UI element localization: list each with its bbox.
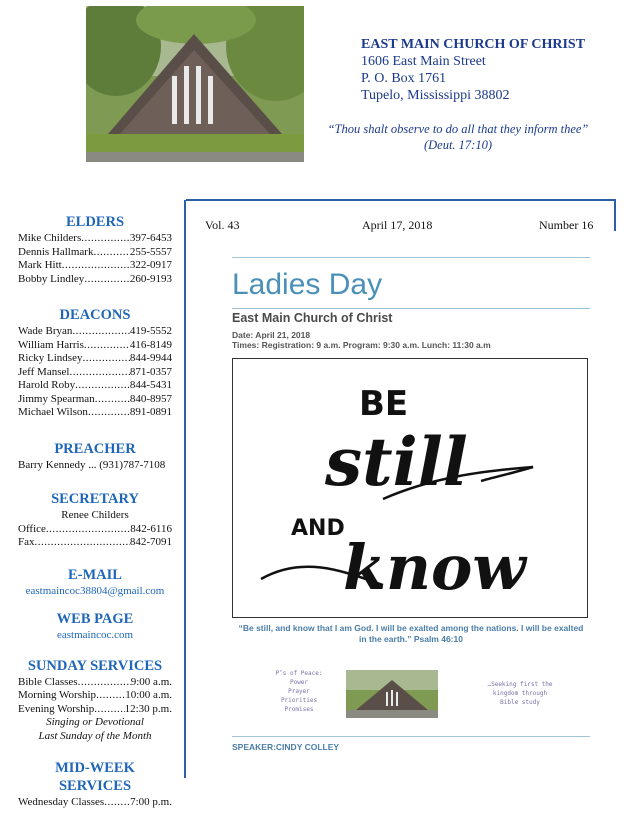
po-box: P. O. Box 1761 xyxy=(361,71,447,86)
deacon-name: William Harris xyxy=(18,338,84,351)
email-title: E-MAIL xyxy=(68,566,122,583)
webpage-link[interactable]: eastmaincoc.com xyxy=(56,629,134,641)
deacon-row xyxy=(18,339,172,353)
midweek-row xyxy=(18,796,172,810)
secretary-name: Renee Childers xyxy=(61,509,129,521)
elder-row xyxy=(18,232,172,246)
seek-line: kingdom through xyxy=(492,690,548,697)
fax-row xyxy=(18,536,172,550)
deacon-phone: 840-8957 xyxy=(129,392,172,405)
flyer-times: Times: Registration: 9 a.m. Program: 9:30 a.m. Lunch: 11:30 a.m xyxy=(232,340,491,350)
deacon-row xyxy=(18,325,172,339)
deacon-phone: 416-8149 xyxy=(129,338,172,351)
elders-title: ELDERS xyxy=(65,214,125,230)
elder-name: Dennis Hallmark xyxy=(18,245,94,258)
service-name: Morning Worship xyxy=(18,689,97,701)
office-row xyxy=(18,523,172,537)
sunday-services-title: SUNDAY SERVICES xyxy=(27,657,163,674)
church-address-block xyxy=(361,36,621,104)
elder-phone: 260-9193 xyxy=(129,272,172,285)
art-word-know: know xyxy=(343,531,526,604)
ps-line: Prayer xyxy=(288,688,310,695)
deacon-row xyxy=(18,393,172,407)
city-state-zip: Tupelo, Mississippi 38802 xyxy=(361,88,510,103)
service-name: Bible Classes xyxy=(18,675,78,688)
verse-line: “Be still, and know that I am God. I will be exalted among the nations. I will be exalted xyxy=(238,623,584,633)
flyer-church: East Main Church of Christ xyxy=(232,311,393,325)
issue-number: Number 16 xyxy=(539,218,594,232)
deacon-phone: 419-5552 xyxy=(129,325,172,337)
ps-line: P’s of Peace: xyxy=(275,670,323,677)
flyer-date: Date: April 21, 2018 xyxy=(232,330,311,340)
deacon-name: Harold Roby xyxy=(18,379,76,391)
quote-text: “Thou shalt observe to do all that they inform thee” xyxy=(327,122,589,136)
midweek-service-name: Wednesday Classes xyxy=(18,796,105,808)
service-row xyxy=(18,689,172,703)
church-photo-small xyxy=(346,670,438,718)
be-still-artwork xyxy=(232,358,588,618)
deacon-row xyxy=(18,379,172,393)
quote-reference: (Deut. 17:10) xyxy=(423,138,493,152)
elder-name: Bobby Lindley xyxy=(18,272,85,285)
elder-phone: 255-5557 xyxy=(129,245,172,258)
deacon-phone: 871-0357 xyxy=(129,365,172,378)
flyer-rule xyxy=(232,736,590,737)
email-link[interactable]: eastmaincoc38804@gmail.com xyxy=(25,584,165,597)
office-phone: 842-6116 xyxy=(130,522,172,535)
flyer-speaker: SPEAKER:CINDY COLLEY xyxy=(232,742,340,752)
preacher-title: PREACHER xyxy=(54,440,136,457)
elder-row xyxy=(18,259,172,273)
office-label: Office xyxy=(18,522,46,535)
sidebar xyxy=(18,214,172,810)
elder-phone: 322-0917 xyxy=(129,259,172,271)
secretary-title: SECRETARY xyxy=(51,491,139,507)
deacon-name: Wade Bryan xyxy=(18,325,73,337)
service-time: 10:00 a.m. xyxy=(125,689,172,701)
ps-line: Power xyxy=(289,679,309,686)
midweek-service-time: 7:00 p.m. xyxy=(130,796,172,808)
ps-line: Priorities xyxy=(280,697,318,704)
left-divider xyxy=(184,200,186,778)
deacons-title: DEACONS xyxy=(59,307,131,323)
deacon-row xyxy=(18,406,172,420)
deacon-row xyxy=(18,352,172,366)
elder-phone: 397-6453 xyxy=(129,232,172,244)
fax-phone: 842-7091 xyxy=(129,536,172,548)
verse-line: in the earth.” Psalm 46:10 xyxy=(359,634,463,644)
service-row xyxy=(18,703,172,717)
deacon-phone: 844-5431 xyxy=(129,379,172,391)
issue-date: April 17, 2018 xyxy=(362,218,433,232)
service-note: Last Sunday of the Month xyxy=(38,729,152,742)
seek-line: Bible study xyxy=(500,699,540,706)
ps-line: Promises xyxy=(284,706,314,713)
webpage-title: WEB PAGE xyxy=(56,611,134,627)
art-word-be: BE xyxy=(359,384,409,424)
flyer-rule xyxy=(232,308,590,309)
fax-label: Fax xyxy=(18,536,35,548)
deacon-phone: 844-9944 xyxy=(129,352,172,364)
art-word-still: still xyxy=(325,423,468,501)
preacher-line: Barry Kennedy ... (931)787-7108 xyxy=(18,458,166,471)
flyer-title: Ladies Day xyxy=(232,268,383,301)
flyer-verse xyxy=(232,623,590,645)
scripture-quote xyxy=(308,121,608,153)
seek-line: …Seeking first the xyxy=(487,681,553,688)
elder-row xyxy=(18,273,172,287)
deacon-name: Michael Wilson xyxy=(18,406,88,418)
volume-number: Vol. 43 xyxy=(205,218,240,232)
service-name: Evening Worship xyxy=(18,702,95,715)
deacon-row xyxy=(18,366,172,380)
service-note: Singing or Devotional xyxy=(46,716,144,728)
ladies-day-flyer xyxy=(224,250,598,760)
church-name: EAST MAIN CHURCH OF CHRIST xyxy=(361,37,586,52)
top-divider xyxy=(186,199,616,201)
church-photo xyxy=(86,6,304,162)
service-row xyxy=(18,676,172,690)
art-word-and: AND xyxy=(291,516,345,541)
right-divider xyxy=(614,199,616,231)
service-time: 12:30 p.m. xyxy=(124,702,172,715)
elder-name: Mike Childers xyxy=(18,232,82,244)
flyer-rule xyxy=(232,257,590,258)
midweek-title: MID-WEEK xyxy=(55,760,135,776)
elder-row xyxy=(18,246,172,260)
deacon-phone: 891-0891 xyxy=(129,406,172,418)
service-time: 9:00 a.m. xyxy=(130,675,172,688)
deacon-name: Ricky Lindsey xyxy=(18,352,83,364)
midweek-title-2: SERVICES xyxy=(58,778,132,794)
street-address: 1606 East Main Street xyxy=(361,54,486,69)
deacon-name: Jeff Mansel xyxy=(18,365,70,378)
deacon-name: Jimmy Spearman xyxy=(18,392,95,405)
seeking-kingdom xyxy=(460,680,580,707)
ps-of-peace xyxy=(264,669,334,714)
elder-name: Mark Hitt xyxy=(18,259,62,271)
